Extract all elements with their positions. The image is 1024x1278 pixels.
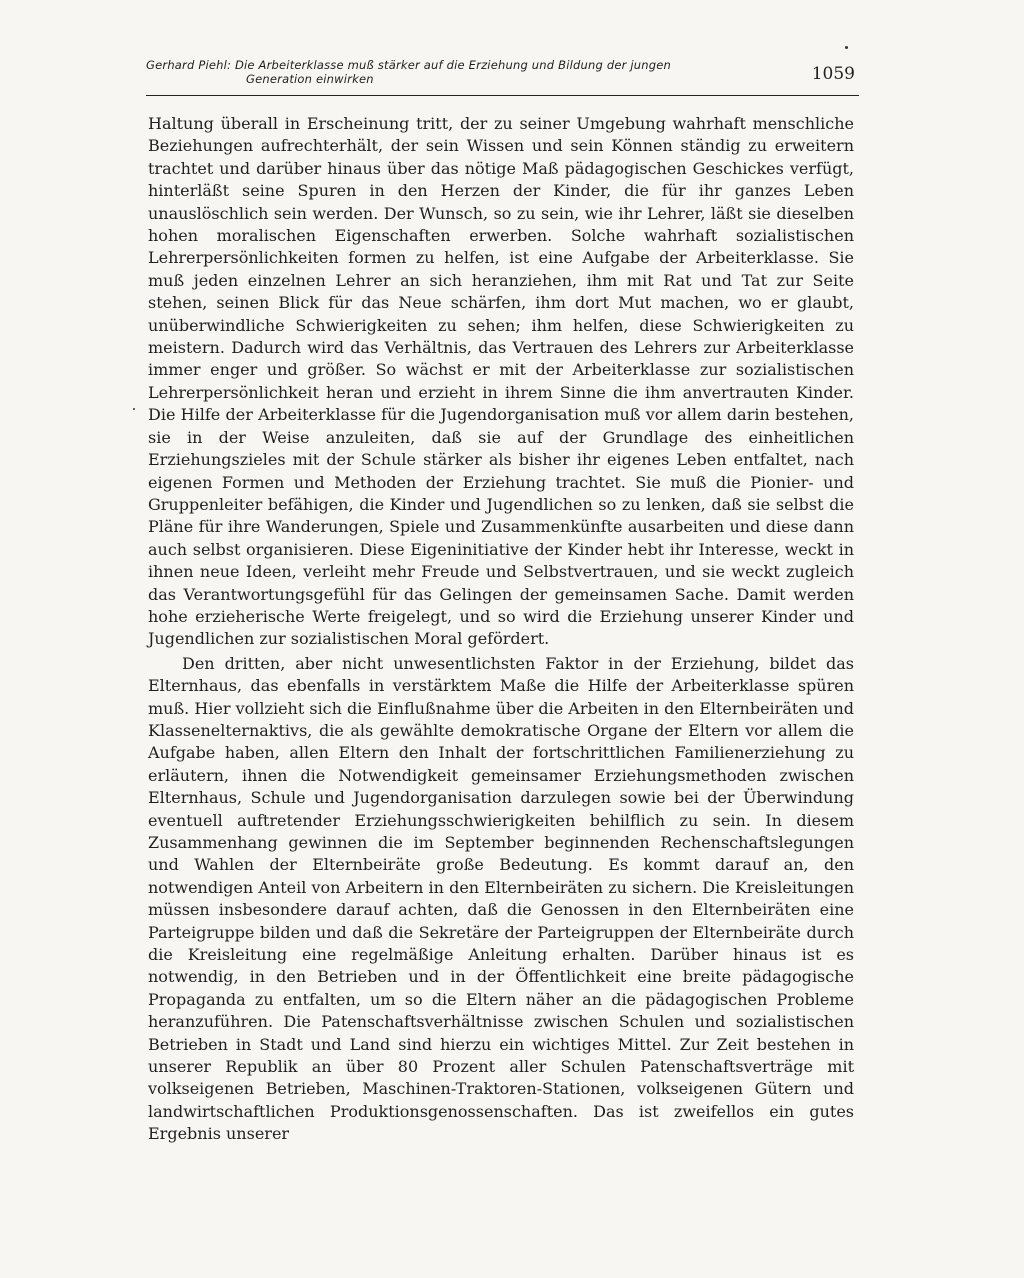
paragraph-2: Den dritten, aber nicht unwesentlichsten Faktor in der Erziehung, bildet das Elternhaus, das ebenfalls in verstärktem Maße die Hilfe der Arbeiterklasse spüren muß. Hier vollzieht sich die Einflußnahme über die Arbeiten in den Elternbeiräten und Klassenelternaktivs, die als gewählte demokratische Organe der Eltern vor allem die Aufgabe haben, allen Eltern den Inhalt der fortschrittlichen Familienerziehung zu erläutern, ihnen die Notwendigkeit gemeinsamer Erziehungsmethoden zwischen Elternhaus, Schule und Jugendorganisation darzulegen sowie bei der Überwindung eventuell auftretender Erziehungsschwierigkeiten behilflich zu sein. In diesem Zusammenhang gewinnen die im September beginnenden Rechenschaftslegungen und Wahlen der Elternbeiräte große Bedeutung. Es kommt darauf an, den notwendigen Anteil von Arbeitern in den Elternbeiräten zu sichern. Die Kreisleitungen müssen insbesondere darauf achten, daß die Genossen in den Elternbeiräten eine Parteigruppe bilden und daß die Sekretäre der Parteigruppen der Elternbeiräte durch die Kreisleitung eine regelmäßige Anleitung erhalten. Darüber hinaus ist es notwendig, in den Betrieben und in der Öffentlichkeit eine breite pädagogische Propaganda zu entfalten, um so die Eltern näher an die pädagogischen Probleme heranzuführen. Die Patenschaftsverhältnisse zwischen Schulen und sozialistischen Betrieben in Stadt und Land sind hierzu ein wichtiges Mittel. Zur Zeit bestehen in unserer Republik an über 80 Prozent aller Schulen Patenschaftsverträge mit volkseigenen Betrieben, Maschinen-Traktoren-Stationen, volkseigenen Gütern und landwirtschaftlichen Produktionsgenossenschaften. Das ist zweifellos ein gutes Ergebnis unserer: [148, 653, 854, 1144]
running-header: [146, 58, 859, 94]
running-title-line-1: Gerhard Piehl: Die Arbeiterklasse muß stärker auf die Erziehung und Bildung der jungen: [146, 58, 672, 72]
header-rule: [146, 95, 859, 96]
running-title-line-2: Generation einwirken: [246, 72, 374, 86]
paragraph-1: Haltung überall in Erscheinung tritt, der zu seiner Umgebung wahrhaft menschliche Beziehungen aufrechterhält, der sein Wissen und sein Können ständig zu erweitern trachtet und darüber hinaus über das nötige Maß pädagogischen Geschickes verfügt, hinterläßt seine Spuren in den Herzen der Kinder, die für ihr ganzes Leben unauslöschlich sein werden. Der Wunsch, so zu sein, wie ihr Lehrer, läßt sie dieselben hohen moralischen Eigenschaften erwerben. Solche wahrhaft sozialistischen Lehrerpersönlichkeiten formen zu helfen, ist eine Aufgabe der Arbeiterklasse. Sie muß jeden einzelnen Lehrer an sich heranziehen, ihm mit Rat und Tat zur Seite stehen, seinen Blick für das Neue schärfen, ihm dort Mut machen, wo er glaubt, unüberwindliche Schwierigkeiten zu sehen; ihm helfen, diese Schwierigkeiten zu meistern. Dadurch wird das Verhältnis, das Vertrauen des Lehrers zur Arbeiterklasse immer enger und größer. So wächst er mit der Arbeiterklasse zur sozialistischen Lehrerpersönlichkeit heran und erzieht in ihrem Sinne die ihm anvertrauten Kinder. Die Hilfe der Arbeiterklasse für die Jugendorganisation muß vor allem darin bestehen, sie in der Weise anzuleiten, daß sie auf der Grundlage des einheitlichen Erziehungszieles mit der Schule stärker als bisher ihr eigenes Leben entfaltet, nach eigenen Formen und Methoden der Erziehung trachtet. Sie muß die Pionier- und Gruppenleiter befähigen, die Kinder und Jugendlichen so zu lenken, daß sie selbst die Pläne für ihre Wanderungen, Spiele und Zusammenkünfte ausarbeiten und diese dann auch selbst organisieren. Diese Eigeninitiative der Kinder hebt ihr Interesse, weckt in ihnen neue Ideen, verleiht mehr Freude und Selbstvertrauen, und sie weckt zugleich das Verantwortungsgefühl für das Gelingen der gemeinsamen Sache. Damit werden hohe erzieherische Werte freigelegt, und so wird die Erziehung unserer Kinder und Jugendlichen zur sozialistischen Moral gefördert.: [148, 114, 854, 649]
page-number: 1059: [811, 64, 855, 84]
running-title: [146, 58, 766, 86]
body-text: [148, 113, 854, 1148]
print-speck: [845, 46, 848, 49]
print-speck: [133, 408, 135, 410]
